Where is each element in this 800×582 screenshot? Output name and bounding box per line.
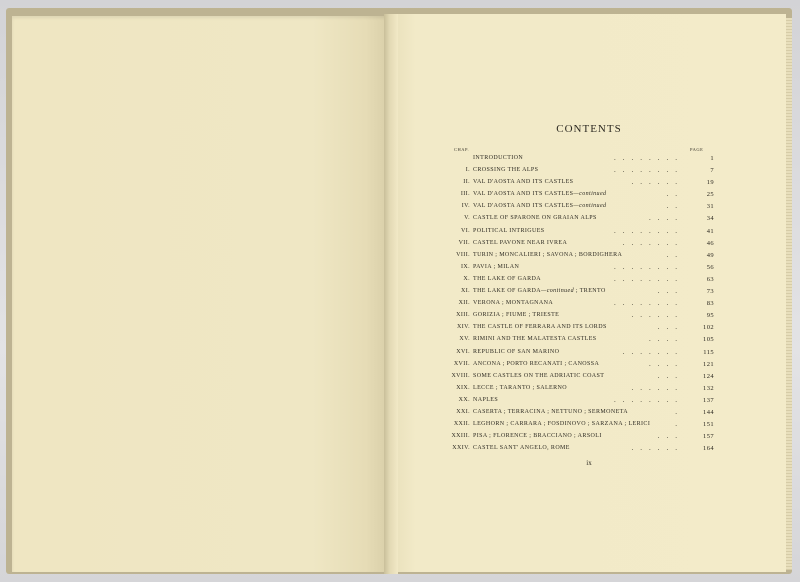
toc-entry	[440, 383, 714, 395]
page-number: 115	[703, 348, 714, 356]
chapter-title-text: CROSSING THE ALPS	[473, 167, 539, 174]
chapter-title-text: INTRODUCTION	[473, 155, 524, 161]
chapter-title-text: CASTLE OF SPARONE ON GRAIAN ALPS	[473, 215, 597, 222]
chapter-number: XV.	[459, 336, 470, 343]
toc-entry	[440, 359, 714, 371]
leader-dots: ......	[631, 444, 684, 453]
chapter-number: XIX.	[456, 384, 470, 391]
toc-entry	[440, 419, 714, 431]
toc-entry	[440, 250, 714, 262]
chapter-title-text: POLITICAL INTRIGUES	[473, 227, 545, 234]
chapter-title-text: VERONA ; MONTAGNANA	[473, 300, 554, 307]
toc-entry	[440, 286, 714, 298]
chapter-title-text: LEGHORN ; CARRARA ; FOSDINOVO ; SARZANA ; LERICI	[473, 421, 651, 428]
toc-entry	[440, 213, 714, 225]
chapter-title	[473, 252, 622, 258]
page-number: 73	[706, 288, 714, 296]
page-column-label: PAGE	[690, 147, 704, 152]
chapter-title	[473, 445, 570, 451]
page-number: 157	[703, 433, 714, 441]
chapter-number: XXIV.	[452, 445, 470, 452]
chapter-number: V.	[464, 215, 470, 222]
page-number: 105	[703, 336, 714, 344]
chap-column-label: CHAP.	[454, 147, 470, 152]
toc-entry	[440, 322, 714, 334]
chapter-title-text: CASERTA ; TERRACINA ; NETTUNO ; SERMONETA	[473, 408, 628, 415]
chapter-title	[473, 336, 597, 342]
chapter-title	[473, 373, 604, 379]
page-folio: ix	[586, 459, 592, 467]
chapter-title	[473, 433, 602, 439]
chapter-title	[473, 312, 559, 318]
continued-label: —continued	[573, 191, 607, 198]
leader-dots: ......	[631, 383, 684, 392]
leader-dots: ........	[614, 166, 684, 175]
leader-dots: .	[675, 420, 684, 429]
toc-entry	[440, 201, 714, 213]
chapter-number: X.	[463, 275, 470, 282]
leader-dots: ...	[657, 323, 684, 332]
page-number: 144	[703, 408, 714, 416]
chapter-title-text: VAL D'AOSTA AND ITS CASTLES	[473, 191, 574, 198]
toc-entry	[440, 443, 714, 455]
toc-entry	[440, 298, 714, 310]
chapter-title-suffix: ; TRENTO	[573, 288, 606, 295]
chapter-title-text: TURIN ; MONCALIERI ; SAVONA ; BORDIGHERA	[473, 251, 623, 258]
leader-dots: ........	[614, 395, 684, 404]
chapter-number: XXI.	[456, 408, 470, 415]
page-number: 49	[706, 251, 714, 259]
chapter-title	[473, 397, 498, 403]
page-number: 31	[706, 203, 714, 211]
leader-dots: ........	[614, 274, 684, 283]
chapter-title	[473, 215, 597, 221]
chapter-title-text: NAPLES	[473, 396, 499, 403]
page-number: 34	[706, 215, 714, 223]
chapter-title	[473, 288, 606, 294]
page-number: 46	[706, 239, 714, 247]
chapter-title-text: THE LAKE OF GARDA	[473, 288, 541, 295]
page-edges	[786, 18, 792, 570]
chapter-number: XXII.	[453, 421, 470, 428]
leader-dots: ....	[649, 214, 684, 223]
chapter-title-text: LECCE ; TARANTO ; SALERNO	[473, 384, 567, 391]
toc-entry	[440, 407, 714, 419]
leader-dots: ........	[614, 299, 684, 308]
chapter-title-text: PISA ; FLORENCE ; BRACCIANO ; ARSOLI	[473, 433, 602, 440]
toc-entry	[440, 238, 714, 250]
toc-entry	[440, 153, 714, 165]
page-number: 132	[703, 384, 714, 392]
toc-entry	[440, 177, 714, 189]
leader-dots: ...	[657, 371, 684, 380]
chapter-title-text: GORIZIA ; FIUME ; TRIESTE	[473, 312, 560, 319]
toc-entry	[440, 431, 714, 443]
chapter-title	[473, 276, 541, 282]
chapter-title	[473, 228, 545, 234]
chapter-title	[473, 203, 606, 209]
leader-dots: .......	[622, 347, 684, 356]
leader-dots: ........	[614, 262, 684, 271]
chapter-title-text: CASTEL PAVONE NEAR IVREA	[473, 239, 568, 246]
chapter-number: XIV.	[457, 324, 470, 331]
page-number: 63	[706, 275, 714, 283]
chapter-title-text: PAVIA ; MILAN	[473, 263, 520, 270]
toc-entry	[440, 165, 714, 177]
chapter-title	[473, 324, 607, 330]
chapter-number: VIII.	[456, 251, 470, 258]
left-page	[12, 16, 388, 572]
leader-dots: ........	[614, 226, 684, 235]
toc-entry	[440, 371, 714, 383]
leader-dots: ....	[649, 359, 684, 368]
toc-entry	[440, 347, 714, 359]
toc-entry	[440, 310, 714, 322]
chapter-number: XVI.	[456, 348, 470, 355]
chapter-number: XIII.	[456, 312, 470, 319]
chapter-title-text: SOME CASTLES ON THE ADRIATIC COAST	[473, 372, 605, 379]
chapter-title	[473, 167, 538, 173]
toc-list	[440, 153, 714, 455]
page-number: 7	[710, 167, 714, 175]
leader-dots: ...	[657, 432, 684, 441]
toc-entry	[440, 334, 714, 346]
toc-entry	[440, 262, 714, 274]
page-number: 25	[706, 191, 714, 199]
page-number: 164	[703, 445, 714, 453]
continued-label: —continued	[573, 203, 607, 210]
chapter-title-text: CASTEL SANT' ANGELO, ROME	[473, 445, 570, 452]
page-number: 56	[706, 263, 714, 271]
page-number: 19	[706, 179, 714, 187]
continued-label: —continued	[540, 288, 574, 295]
toc-entry	[440, 226, 714, 238]
chapter-title	[473, 409, 628, 415]
page-number: 41	[706, 227, 714, 235]
chapter-title-text: RIMINI AND THE MALATESTA CASTLES	[473, 336, 597, 343]
chapter-title	[473, 300, 553, 306]
page-number: 124	[703, 372, 714, 380]
chapter-number: VI.	[460, 227, 470, 234]
chapter-title	[473, 191, 606, 197]
book-gutter	[384, 14, 398, 574]
chapter-number: II.	[463, 179, 470, 186]
toc-entry	[440, 274, 714, 286]
leader-dots: .......	[622, 238, 684, 247]
leader-dots: ..	[666, 190, 684, 199]
chapter-number: XVIII.	[451, 372, 470, 379]
chapter-title	[473, 349, 559, 355]
chapter-title	[473, 240, 567, 246]
chapter-number: I.	[465, 167, 470, 174]
chapter-title-text: VAL D'AOSTA AND ITS CASTLES	[473, 179, 574, 186]
toc-entry	[440, 189, 714, 201]
chapter-title-text: THE LAKE OF GARDA	[473, 275, 541, 282]
chapter-number: VII.	[458, 239, 470, 246]
page-number: 137	[703, 396, 714, 404]
leader-dots: .	[675, 407, 684, 416]
chapter-title-text: REPUBLIC OF SAN MARINO	[473, 348, 560, 355]
chapter-number: XX.	[458, 396, 470, 403]
chapter-title	[473, 179, 573, 185]
chapter-title-text: THE CASTLE OF FERRARA AND ITS LORDS	[473, 324, 607, 331]
leader-dots: ...	[657, 287, 684, 296]
page-number: 121	[703, 360, 714, 368]
chapter-title	[473, 155, 523, 161]
leader-dots: ..	[666, 202, 684, 211]
leader-dots: ......	[631, 311, 684, 320]
leader-dots: ..	[666, 250, 684, 259]
chapter-number: XXIII.	[451, 433, 470, 440]
page-number: 95	[706, 312, 714, 320]
page-number: 151	[703, 421, 714, 429]
chapter-title	[473, 264, 519, 270]
leader-dots: ....	[649, 335, 684, 344]
chapter-title	[473, 385, 567, 391]
chapter-number: III.	[460, 191, 470, 198]
chapter-title-text: ANCONA ; PORTO RECANATI ; CANOSSA	[473, 360, 600, 367]
page-number: 102	[703, 324, 714, 332]
chapter-title	[473, 361, 599, 367]
contents-title: CONTENTS	[556, 123, 622, 135]
chapter-number: XII.	[458, 300, 470, 307]
chapter-number: XI.	[460, 288, 470, 295]
chapter-number: IV.	[461, 203, 470, 210]
leader-dots: ........	[614, 154, 684, 162]
page-number: 1	[710, 155, 714, 162]
page-number: 83	[706, 300, 714, 308]
toc-entry	[440, 395, 714, 407]
chapter-title	[473, 421, 650, 427]
chapter-number: XVII.	[453, 360, 470, 367]
chapter-title-text: VAL D'AOSTA AND ITS CASTLES	[473, 203, 574, 210]
leader-dots: ......	[631, 178, 684, 187]
chapter-number: IX.	[460, 263, 470, 270]
